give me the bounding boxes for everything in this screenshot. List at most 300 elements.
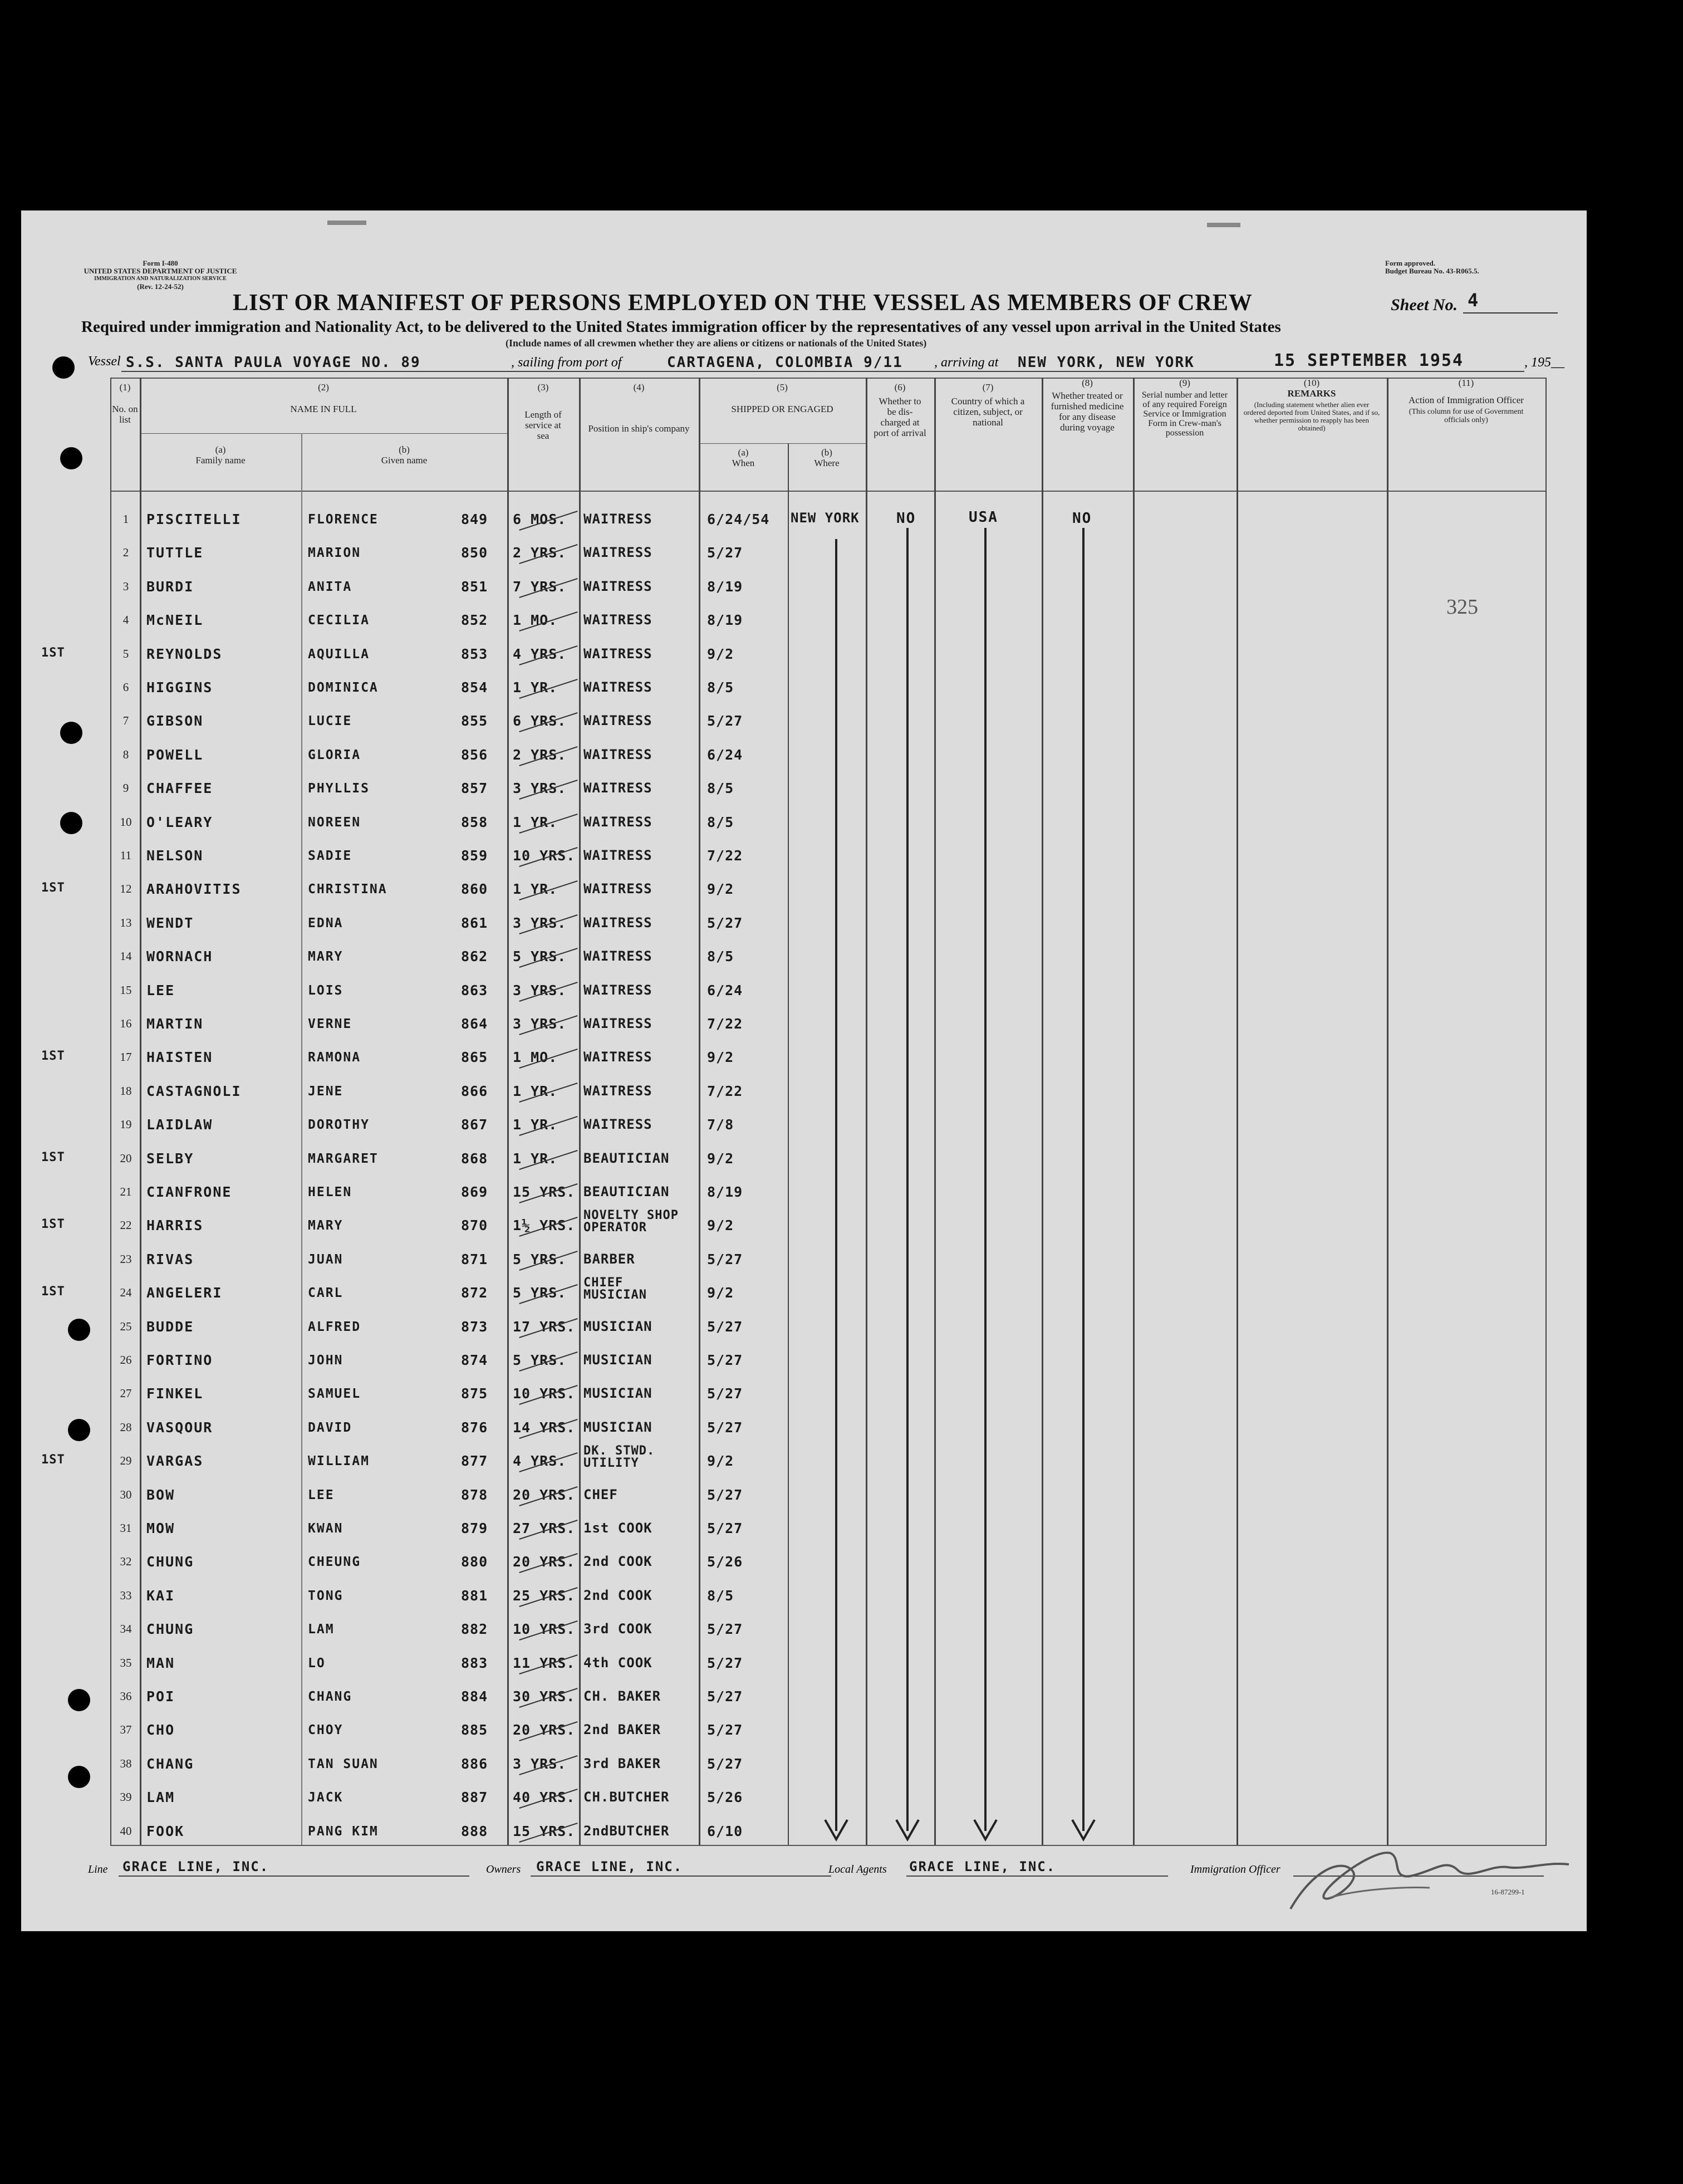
crew-serial-number: 864 xyxy=(461,1016,488,1032)
engaged-when: 5/27 xyxy=(707,1419,743,1436)
service-length: 5 YRS. xyxy=(513,1251,567,1267)
crew-serial-number: 854 xyxy=(461,679,488,696)
family-name: FOOK xyxy=(146,1823,185,1839)
col8-number: (8) xyxy=(1082,378,1093,388)
row-number: 26 xyxy=(120,1353,132,1367)
service-length: 30 YRS. xyxy=(513,1688,576,1705)
form-number: Form I-480 xyxy=(143,259,178,267)
engaged-when: 5/27 xyxy=(707,1319,743,1335)
position: 1st COOK xyxy=(583,1520,652,1536)
service-length: 1 YR. xyxy=(513,814,558,830)
col7-number: (7) xyxy=(982,382,994,393)
given-name: CHOY xyxy=(308,1723,344,1737)
engaged-when: 5/27 xyxy=(707,1722,743,1738)
engaged-when: 5/27 xyxy=(707,1520,743,1536)
row-number: 6 xyxy=(122,680,129,694)
position: WAITRESS xyxy=(583,881,652,897)
arrowhead-country xyxy=(974,1820,997,1839)
col2-number: (2) xyxy=(318,382,329,393)
position: WAITRESS xyxy=(583,679,652,695)
col2b-header: (b) Given name xyxy=(381,444,428,466)
row-number: 22 xyxy=(120,1218,132,1232)
position: CHIEF MUSICIAN xyxy=(583,1276,647,1302)
engaged-when: 5/26 xyxy=(707,1789,743,1805)
crew-serial-number: 865 xyxy=(461,1049,488,1065)
col5a-header: (a) When xyxy=(732,447,755,468)
form-code: 16-87299-1 xyxy=(1491,1888,1525,1896)
service-length: 15 YRS. xyxy=(513,1823,576,1839)
family-name: RIVAS xyxy=(146,1251,194,1267)
service-length: 1 YR. xyxy=(513,1150,558,1167)
given-name: TONG xyxy=(308,1589,344,1603)
engaged-when: 5/27 xyxy=(707,1487,743,1503)
first-trip-mark: 1ST xyxy=(41,1150,65,1164)
col8-title: Whether treated or furnished medicine for any disease during voyage xyxy=(1051,390,1124,433)
manifest-sheet xyxy=(21,210,1587,1931)
row-number: 19 xyxy=(120,1118,132,1131)
position: WAITRESS xyxy=(583,1083,652,1099)
family-name: BUDDE xyxy=(146,1319,194,1335)
ditto-arrowheads xyxy=(21,210,1587,1931)
position: NOVELTY SHOP OPERATOR xyxy=(583,1208,679,1235)
sailing-label: , sailing from port of xyxy=(511,355,622,370)
agents-label: Local Agents xyxy=(828,1863,887,1876)
family-name: ANGELERI xyxy=(146,1285,223,1301)
position: WAITRESS xyxy=(583,780,652,796)
service-length: 3 YRS. xyxy=(513,1756,567,1772)
arrowhead-where xyxy=(825,1820,847,1839)
given-name: FLORENCE xyxy=(308,512,379,527)
position: WAITRESS xyxy=(583,1016,652,1031)
crew-serial-number: 886 xyxy=(461,1756,488,1772)
family-name: SELBY xyxy=(146,1150,194,1167)
position: 2nd COOK xyxy=(583,1554,652,1569)
crew-serial-number: 875 xyxy=(461,1385,488,1402)
position: 2ndBUTCHER xyxy=(583,1823,670,1839)
given-name: SADIE xyxy=(308,849,352,863)
engaged-when: 5/27 xyxy=(707,1251,743,1267)
service-name: IMMIGRATION AND NATURALIZATION SERVICE xyxy=(94,276,227,282)
crew-serial-number: 884 xyxy=(461,1688,488,1705)
row1-discharged: NO xyxy=(896,510,916,527)
arriving-label: , arriving at xyxy=(934,355,999,370)
engaged-when: 8/19 xyxy=(707,579,743,595)
row-number: 13 xyxy=(120,916,132,929)
given-name: JACK xyxy=(308,1790,344,1805)
given-name: RAMONA xyxy=(308,1050,361,1065)
family-name: BOW xyxy=(146,1487,175,1503)
service-length: 20 YRS. xyxy=(513,1722,576,1738)
row-number: 16 xyxy=(120,1017,132,1030)
family-name: TUTTLE xyxy=(146,545,204,561)
family-name: CHUNG xyxy=(146,1554,194,1570)
service-length: 6 MOS. xyxy=(513,511,567,527)
sheet-number-value: 4 xyxy=(1468,290,1480,311)
position: CHEF xyxy=(583,1487,618,1502)
service-length: 4 YRS. xyxy=(513,1453,567,1469)
given-name: PANG KIM xyxy=(308,1824,379,1839)
col10-number: (10) xyxy=(1303,378,1320,388)
family-name: PISCITELLI xyxy=(146,511,242,527)
given-name: LAM xyxy=(308,1622,335,1637)
engaged-when: 8/5 xyxy=(707,1588,734,1604)
given-name: VERNE xyxy=(308,1017,352,1031)
position: WAITRESS xyxy=(583,915,652,931)
position: WAITRESS xyxy=(583,848,652,863)
given-name: DOROTHY xyxy=(308,1118,370,1132)
col11-number: (11) xyxy=(1458,378,1474,388)
family-name: WENDT xyxy=(146,915,194,931)
row-number: 40 xyxy=(120,1824,132,1838)
first-trip-mark: 1ST xyxy=(41,881,65,895)
given-name: LO xyxy=(308,1656,326,1671)
agents-underline xyxy=(906,1876,1168,1877)
row-number: 34 xyxy=(120,1622,132,1635)
position: WAITRESS xyxy=(583,612,652,628)
given-name: MARGARET xyxy=(308,1152,379,1166)
col11-title: Action of Immigration Officer xyxy=(1409,395,1524,405)
given-name: NOREEN xyxy=(308,815,361,830)
given-name: CHRISTINA xyxy=(308,882,387,897)
position: CH. BAKER xyxy=(583,1688,661,1704)
service-length: 7 YRS. xyxy=(513,579,567,595)
engaged-when: 5/27 xyxy=(707,545,743,561)
row-number: 18 xyxy=(120,1084,132,1098)
row-number: 31 xyxy=(120,1521,132,1535)
position: WAITRESS xyxy=(583,713,652,728)
engaged-when: 9/2 xyxy=(707,646,734,662)
first-trip-mark: 1ST xyxy=(41,1285,65,1299)
approval-text: Form approved. xyxy=(1385,259,1436,267)
family-name: CIANFRONE xyxy=(146,1184,232,1200)
engaged-when: 5/27 xyxy=(707,915,743,931)
crew-serial-number: 862 xyxy=(461,948,488,964)
family-name: CHAFFEE xyxy=(146,780,213,796)
service-length: 1 MO. xyxy=(513,1049,558,1065)
line-value: GRACE LINE, INC. xyxy=(122,1859,269,1874)
crew-serial-number: 868 xyxy=(461,1150,488,1167)
service-length: 14 YRS. xyxy=(513,1419,576,1436)
arriving-at: NEW YORK, NEW YORK xyxy=(1018,354,1195,371)
col4-number: (4) xyxy=(633,382,645,393)
given-name: TAN SUAN xyxy=(308,1757,379,1771)
position: WAITRESS xyxy=(583,982,652,998)
page-stamp-number: 325 xyxy=(1446,595,1478,619)
col7-title: Country of which a citizen, subject, or national xyxy=(951,396,1025,428)
family-name: BURDI xyxy=(146,579,194,595)
engaged-when: 6/24 xyxy=(707,982,743,998)
engaged-when: 5/27 xyxy=(707,1688,743,1705)
given-name: CECILIA xyxy=(308,613,370,628)
family-name: CHANG xyxy=(146,1756,194,1772)
given-name: LOIS xyxy=(308,983,344,998)
crew-serial-number: 869 xyxy=(461,1184,488,1200)
family-name: LAIDLAW xyxy=(146,1117,213,1133)
family-name: CHO xyxy=(146,1722,175,1738)
position: WAITRESS xyxy=(583,1049,652,1065)
position: BEAUTICIAN xyxy=(583,1150,670,1166)
row-number: 30 xyxy=(120,1488,132,1501)
service-length: 20 YRS. xyxy=(513,1487,576,1503)
given-name: EDNA xyxy=(308,916,344,931)
family-name: VARGAS xyxy=(146,1453,204,1469)
row-number: 24 xyxy=(120,1286,132,1299)
owners-value: GRACE LINE, INC. xyxy=(536,1859,683,1874)
crew-serial-number: 883 xyxy=(461,1655,488,1671)
col6-title: Whether to be dis-charged at port of arrival xyxy=(874,396,926,438)
crew-serial-number: 872 xyxy=(461,1285,488,1301)
given-name: LEE xyxy=(308,1488,335,1502)
crew-serial-number: 857 xyxy=(461,780,488,796)
crew-serial-number: 877 xyxy=(461,1453,488,1469)
service-length: 1 MO. xyxy=(513,612,558,628)
service-length: 25 YRS. xyxy=(513,1588,576,1604)
row-number: 32 xyxy=(120,1555,132,1568)
crew-serial-number: 876 xyxy=(461,1419,488,1436)
engaged-when: 5/27 xyxy=(707,713,743,729)
engaged-when: 9/2 xyxy=(707,1049,734,1065)
row-number: 12 xyxy=(120,882,132,895)
row-number: 4 xyxy=(122,613,129,626)
family-name: NELSON xyxy=(146,848,204,864)
position: MUSICIAN xyxy=(583,1319,652,1334)
given-name: LUCIE xyxy=(308,714,352,728)
owners-label: Owners xyxy=(486,1863,521,1876)
row-number: 5 xyxy=(122,647,129,660)
service-length: 10 YRS. xyxy=(513,1385,576,1402)
given-name: CHEUNG xyxy=(308,1555,361,1569)
row1-where: NEW YORK xyxy=(791,510,860,526)
year-suffix: , 195__ xyxy=(1524,355,1564,370)
position: WAITRESS xyxy=(583,545,652,560)
row-number: 9 xyxy=(122,781,129,795)
position: WAITRESS xyxy=(583,646,652,662)
engaged-when: 5/26 xyxy=(707,1554,743,1570)
family-name: HARRIS xyxy=(146,1217,204,1233)
row-number: 17 xyxy=(120,1050,132,1064)
crew-serial-number: 866 xyxy=(461,1083,488,1099)
position: MUSICIAN xyxy=(583,1352,652,1368)
engaged-when: 6/10 xyxy=(707,1823,743,1839)
family-name: McNEIL xyxy=(146,612,204,628)
row-number: 28 xyxy=(120,1421,132,1434)
position: 2nd COOK xyxy=(583,1588,652,1603)
service-length: 4 YRS. xyxy=(513,646,567,662)
revision-date: (Rev. 12-24-52) xyxy=(137,282,184,291)
position: 3rd COOK xyxy=(583,1621,652,1637)
crew-serial-number: 887 xyxy=(461,1789,488,1805)
family-name: MAN xyxy=(146,1655,175,1671)
service-length: 3 YRS. xyxy=(513,915,567,931)
family-name: POWELL xyxy=(146,747,204,763)
family-name: POI xyxy=(146,1688,175,1705)
row-number: 27 xyxy=(120,1387,132,1400)
position: DK. STWD. UTILITY xyxy=(583,1444,655,1470)
position: MUSICIAN xyxy=(583,1419,652,1435)
given-name: JOHN xyxy=(308,1353,344,1368)
row-number: 2 xyxy=(122,546,129,559)
service-length: 10 YRS. xyxy=(513,848,576,864)
owners-underline xyxy=(531,1876,831,1877)
crew-serial-number: 885 xyxy=(461,1722,488,1738)
service-length: 5 YRS. xyxy=(513,948,567,964)
crew-serial-number: 880 xyxy=(461,1554,488,1570)
crew-serial-number: 863 xyxy=(461,982,488,998)
col5-title: SHIPPED OR ENGAGED xyxy=(731,404,833,414)
row-number: 38 xyxy=(120,1757,132,1770)
crew-serial-number: 881 xyxy=(461,1588,488,1604)
service-length: 3 YRS. xyxy=(513,1016,567,1032)
service-length: 10 YRS. xyxy=(513,1621,576,1637)
given-name: CARL xyxy=(308,1286,344,1300)
engaged-when: 8/19 xyxy=(707,1184,743,1200)
col11-note: (This column for use of Government officials only) xyxy=(1409,408,1524,424)
crew-serial-number: 874 xyxy=(461,1352,488,1368)
row-number: 39 xyxy=(120,1790,132,1804)
engaged-when: 6/24/54 xyxy=(707,511,770,527)
family-name: ARAHOVITIS xyxy=(146,881,242,897)
service-length: 5 YRS. xyxy=(513,1285,567,1301)
row-number: 3 xyxy=(122,580,129,593)
family-name: LEE xyxy=(146,982,175,998)
row-number: 20 xyxy=(120,1152,132,1165)
col2a-header: (a) Family name xyxy=(195,444,246,466)
row-number: 8 xyxy=(122,748,129,761)
given-name: DOMINICA xyxy=(308,680,379,695)
agents-value: GRACE LINE, INC. xyxy=(909,1859,1056,1874)
position: 3rd BAKER xyxy=(583,1756,661,1771)
department-name: UNITED STATES DEPARTMENT OF JUSTICE xyxy=(84,267,237,275)
row-number: 7 xyxy=(122,714,129,727)
row-number: 25 xyxy=(120,1320,132,1333)
family-name: HAISTEN xyxy=(146,1049,213,1065)
row-number: 14 xyxy=(120,949,132,963)
service-length: 40 YRS. xyxy=(513,1789,576,1805)
crew-serial-number: 852 xyxy=(461,612,488,628)
arrowhead-discharged xyxy=(896,1820,919,1839)
col10-title: REMARKS xyxy=(1287,388,1336,399)
family-name: FINKEL xyxy=(146,1385,204,1402)
voyage-date: 15 SEPTEMBER 1954 xyxy=(1274,351,1464,370)
engaged-when: 8/5 xyxy=(707,814,734,830)
given-name: ANITA xyxy=(308,580,352,594)
service-length: 1½ YRS. xyxy=(513,1217,576,1233)
engaged-when: 9/2 xyxy=(707,1217,734,1233)
family-name: WORNACH xyxy=(146,948,213,964)
family-name: MARTIN xyxy=(146,1016,204,1032)
family-name: CASTAGNOLI xyxy=(146,1083,242,1099)
service-length: 11 YRS. xyxy=(513,1655,576,1671)
service-length: 2 YRS. xyxy=(513,747,567,763)
engaged-when: 8/5 xyxy=(707,948,734,964)
page-subtitle: Required under immigration and Nationality Act, to be delivered to the United States immigration officer by the representatives of any vessel upon arrival in the United States xyxy=(81,318,1281,336)
family-name: MOW xyxy=(146,1520,175,1536)
service-length: 5 YRS. xyxy=(513,1352,567,1368)
crew-serial-number: 853 xyxy=(461,646,488,662)
vessel-label: Vessel xyxy=(88,354,121,369)
crew-serial-number: 873 xyxy=(461,1319,488,1335)
engaged-when: 7/22 xyxy=(707,1016,743,1032)
family-name: CHUNG xyxy=(146,1621,194,1637)
line-underline xyxy=(119,1876,469,1877)
row-number: 36 xyxy=(120,1690,132,1703)
arrowhead-medicine xyxy=(1072,1820,1095,1839)
position: BEAUTICIAN xyxy=(583,1184,670,1199)
crew-serial-number: 850 xyxy=(461,545,488,561)
position: WAITRESS xyxy=(583,747,652,762)
position: 4th COOK xyxy=(583,1655,652,1671)
family-name: REYNOLDS xyxy=(146,646,223,662)
col3-number: (3) xyxy=(537,382,549,393)
row1-country: USA xyxy=(969,509,998,526)
vessel-name: S.S. SANTA PAULA VOYAGE NO. 89 xyxy=(126,354,421,371)
row1-medicine: NO xyxy=(1072,510,1092,527)
service-length: 27 YRS. xyxy=(513,1520,576,1536)
row-number: 35 xyxy=(120,1656,132,1669)
crew-serial-number: 856 xyxy=(461,747,488,763)
position: WAITRESS xyxy=(583,948,652,964)
row-number: 10 xyxy=(120,815,132,829)
sheet-number-label: Sheet No. xyxy=(1391,296,1458,314)
service-length: 3 YRS. xyxy=(513,780,567,796)
page-title: LIST OR MANIFEST OF PERSONS EMPLOYED ON THE VESSEL AS MEMBERS OF CREW xyxy=(233,290,1253,316)
col6-number: (6) xyxy=(894,382,906,393)
crew-serial-number: 878 xyxy=(461,1487,488,1503)
row-number: 23 xyxy=(120,1252,132,1266)
row-number: 29 xyxy=(120,1454,132,1467)
given-name: JENE xyxy=(308,1084,344,1099)
service-length: 15 YRS. xyxy=(513,1184,576,1200)
family-name: KAI xyxy=(146,1588,175,1604)
line-label: Line xyxy=(88,1863,108,1876)
engaged-when: 8/5 xyxy=(707,780,734,796)
engaged-when: 8/5 xyxy=(707,679,734,696)
crew-serial-number: 851 xyxy=(461,579,488,595)
given-name: MARY xyxy=(308,949,344,964)
position: WAITRESS xyxy=(583,814,652,830)
service-length: 1 YR. xyxy=(513,1083,558,1099)
family-name: VASQOUR xyxy=(146,1419,213,1436)
given-name: WILLIAM xyxy=(308,1454,370,1468)
col4-title: Position in ship's company xyxy=(588,423,690,434)
position: WAITRESS xyxy=(583,511,652,527)
position: CH.BUTCHER xyxy=(583,1789,670,1805)
position: WAITRESS xyxy=(583,579,652,594)
given-name: HELEN xyxy=(308,1185,352,1199)
officer-signature xyxy=(1246,1837,1580,1920)
crew-serial-number: 849 xyxy=(461,511,488,527)
crew-serial-number: 871 xyxy=(461,1251,488,1267)
position: 2nd BAKER xyxy=(583,1722,661,1737)
crew-serial-number: 888 xyxy=(461,1823,488,1839)
col1-number: (1) xyxy=(119,382,131,393)
col3-title: Length of service at sea xyxy=(524,409,562,441)
given-name: KWAN xyxy=(308,1521,344,1536)
row-number: 11 xyxy=(120,849,132,862)
service-length: 1 YR. xyxy=(513,679,558,696)
col1-title: No. on list xyxy=(112,404,138,425)
engaged-when: 9/2 xyxy=(707,1453,734,1469)
given-name: MARION xyxy=(308,546,361,560)
given-name: CHANG xyxy=(308,1690,352,1704)
family-name: GIBSON xyxy=(146,713,204,729)
given-name: ALFRED xyxy=(308,1320,361,1334)
officer-label: Immigration Officer xyxy=(1190,1863,1280,1876)
service-length: 20 YRS. xyxy=(513,1554,576,1570)
col2-title: NAME IN FULL xyxy=(290,404,357,414)
service-length: 3 YRS. xyxy=(513,982,567,998)
position: MUSICIAN xyxy=(583,1385,652,1401)
